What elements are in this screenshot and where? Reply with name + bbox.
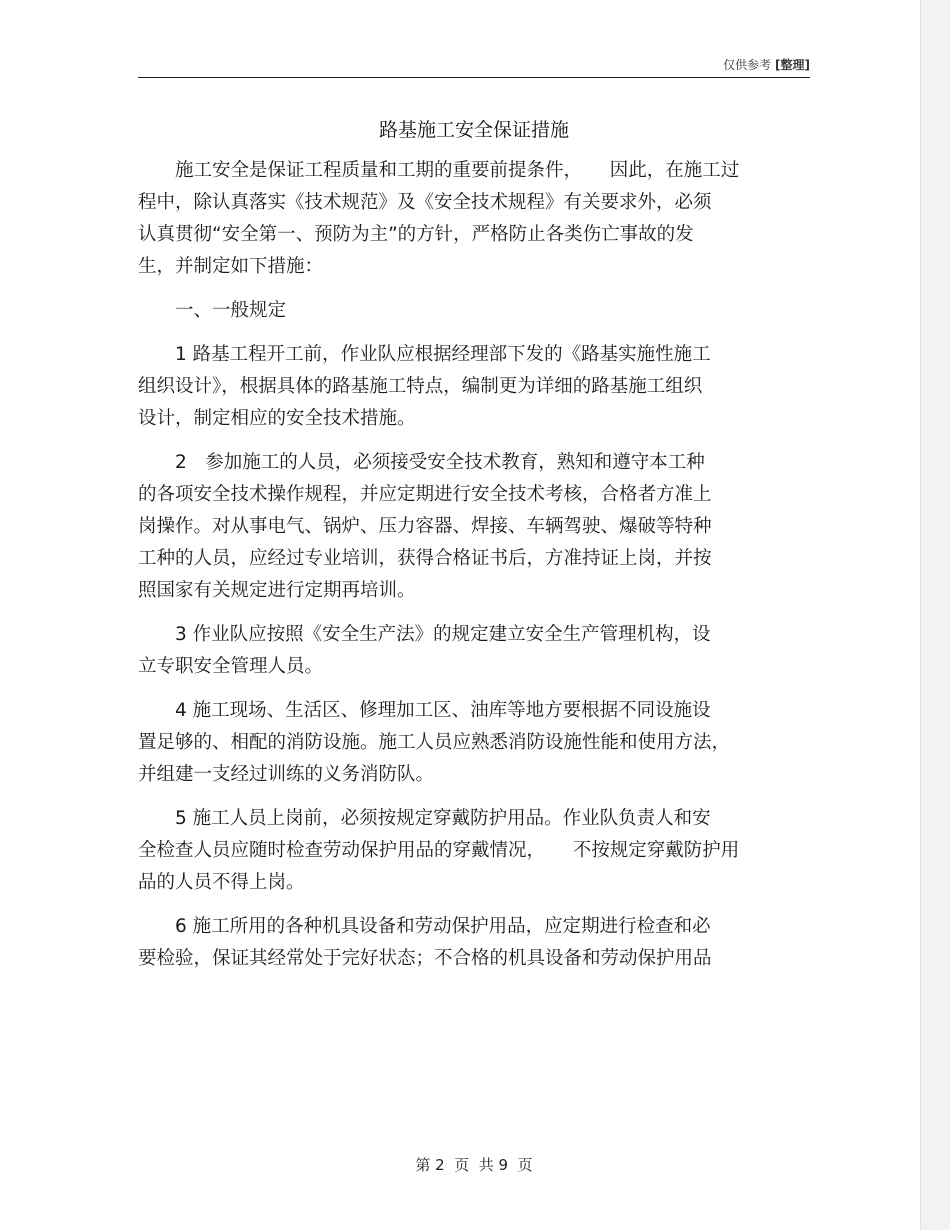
- header-note-text: 仅供参考: [723, 58, 772, 72]
- body-line: 设计，制定相应的安全技术措施。: [138, 408, 416, 429]
- header-rule: [138, 77, 810, 78]
- body-line: 施工安全是保证工程质量和工期的重要前提条件， 因此，在施工过: [138, 160, 740, 181]
- body-line: 1 路基工程开工前，作业队应根据经理部下发的《路基实施性施工: [138, 344, 711, 365]
- body-line: 6 施工所用的各种机具设备和劳动保护用品，应定期进行检查和必: [138, 916, 711, 937]
- body-line: 照国家有关规定进行定期再培训。: [138, 580, 416, 601]
- body-line: 工种的人员，应经过专业培训，获得合格证书后，方准持证上岗，并按: [138, 548, 712, 569]
- body-line: 的各项安全技术操作规程，并应定期进行安全技术考核，合格者方准上: [138, 484, 712, 505]
- body-line: 认真贯彻“安全第一、预防为主”的方针，严格防止各类伤亡事故的发: [138, 224, 694, 245]
- body-line: 要检验，保证其经常处于完好状态；不合格的机具设备和劳动保护用品: [138, 948, 712, 969]
- header-note: [600, 56, 810, 73]
- body-line: 生，并制定如下措施：: [138, 256, 324, 277]
- body-line: 程中，除认真落实《技术规范》及《安全技术规程》有关要求外，必须: [138, 192, 712, 213]
- body-line: 一、一般规定: [138, 300, 287, 321]
- page-footer: 第 2 页 共 9 页: [415, 1156, 533, 1174]
- body-line: 4 施工现场、生活区、修理加工区、油库等地方要根据不同设施设: [138, 700, 711, 721]
- body-line: 岗操作。对从事电气、锅炉、压力容器、焊接、车辆驾驶、爆破等特种: [138, 516, 712, 537]
- body-line: 置足够的、相配的消防设施。施工人员应熟悉消防设施性能和使用方法，: [138, 732, 731, 753]
- header-note-tag: [整理]: [775, 58, 810, 72]
- document-title: 路基施工安全保证措施: [378, 119, 569, 141]
- body-line: 立专职安全管理人员。: [138, 656, 324, 677]
- body-line: 组织设计》，根据具体的路基施工特点，编制更为详细的路基施工组织: [138, 376, 703, 397]
- body-line: 品的人员不得上岗。: [138, 872, 305, 893]
- body-line: 并组建一支经过训练的义务消防队。: [138, 764, 435, 785]
- body-line: 2 参加施工的人员，必须接受安全技术教育，熟知和遵守本工种: [138, 452, 705, 473]
- page-edge: [920, 0, 950, 1230]
- body-line: 3 作业队应按照《安全生产法》的规定建立安全生产管理机构，设: [138, 624, 711, 645]
- body-line: 5 施工人员上岗前，必须按规定穿戴防护用品。作业队负责人和安: [138, 808, 711, 829]
- body-line: 全检查人员应随时检查劳动保护用品的穿戴情况， 不按规定穿戴防护用: [138, 840, 740, 861]
